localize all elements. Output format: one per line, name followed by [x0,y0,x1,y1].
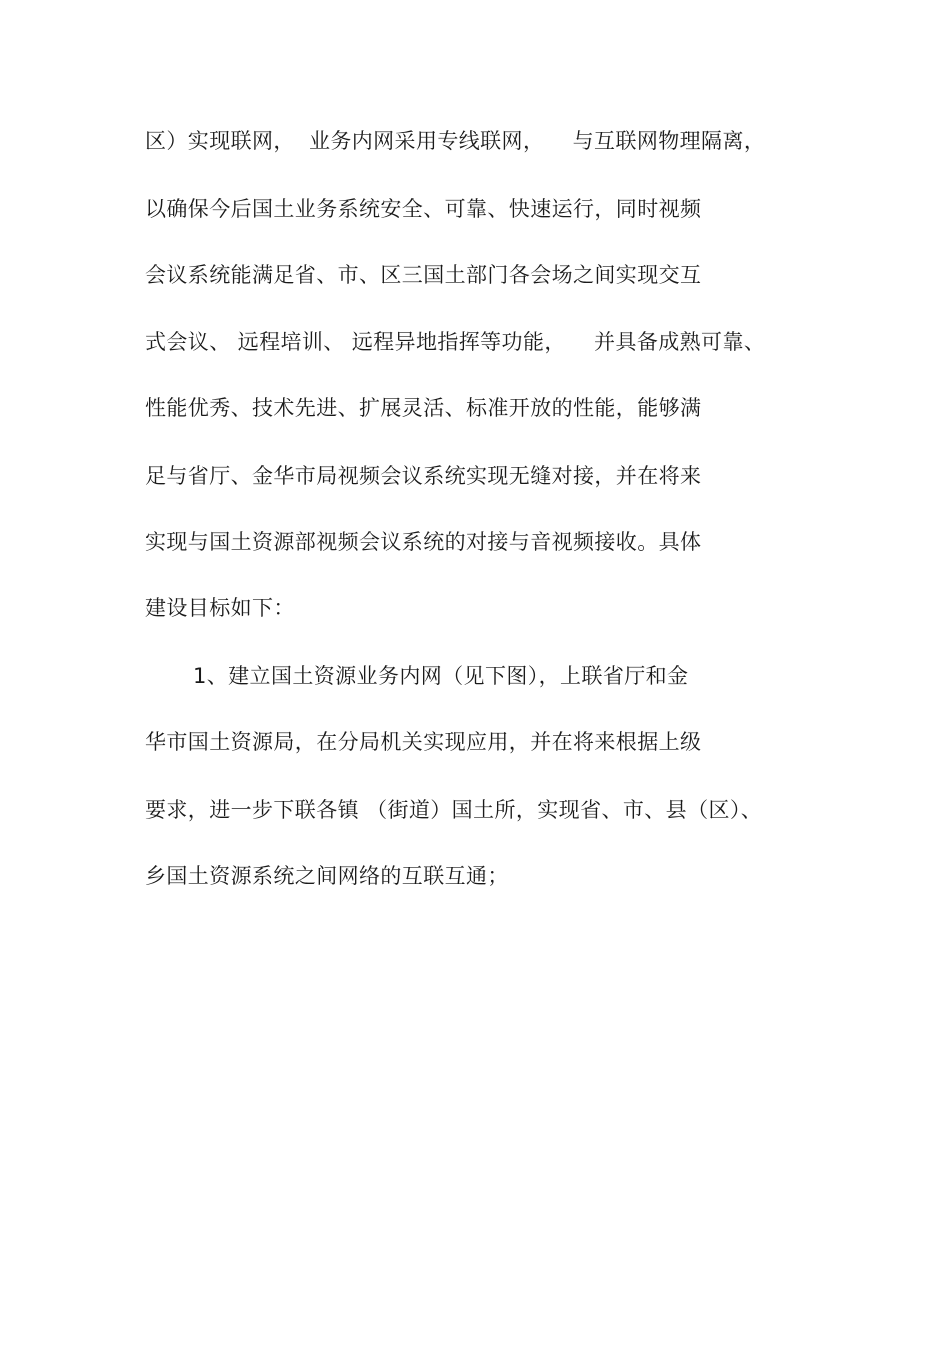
paragraph-line: 华市国土资源局，在分局机关实现应用，并在将来根据上级 [145,730,702,754]
paragraph-line: 会议系统能满足省、市、区三国土部门各会场之间实现交互 [145,263,702,287]
paragraph-line: 区）实现联网， 业务内网采用专线联网， 与互联网物理隔离， [145,129,766,153]
list-item-line: 1、建立国土资源业务内网（见下图），上联省厅和金 [193,664,689,688]
paragraph-line: 以确保今后国土业务系统安全、可靠、快速运行，同时视频 [145,197,702,221]
paragraph-line: 性能优秀、技术先进、扩展灵活、标准开放的性能，能够满 [145,396,702,420]
paragraph-line: 实现与国土资源部视频会议系统的对接与音视频接收。具体 [145,530,702,554]
paragraph-line: 乡国土资源系统之间网络的互联互通； [145,864,509,888]
paragraph-line: 要求，进一步下联各镇 （街道）国土所，实现省、市、县（区）、 [145,798,763,822]
paragraph-line: 式会议、 远程培训、 远程异地指挥等功能， 并具备成熟可靠、 [145,330,766,354]
paragraph-line: 足与省厅、金华市局视频会议系统实现无缝对接，并在将来 [145,464,702,488]
paragraph-line: 建设目标如下： [145,596,295,620]
